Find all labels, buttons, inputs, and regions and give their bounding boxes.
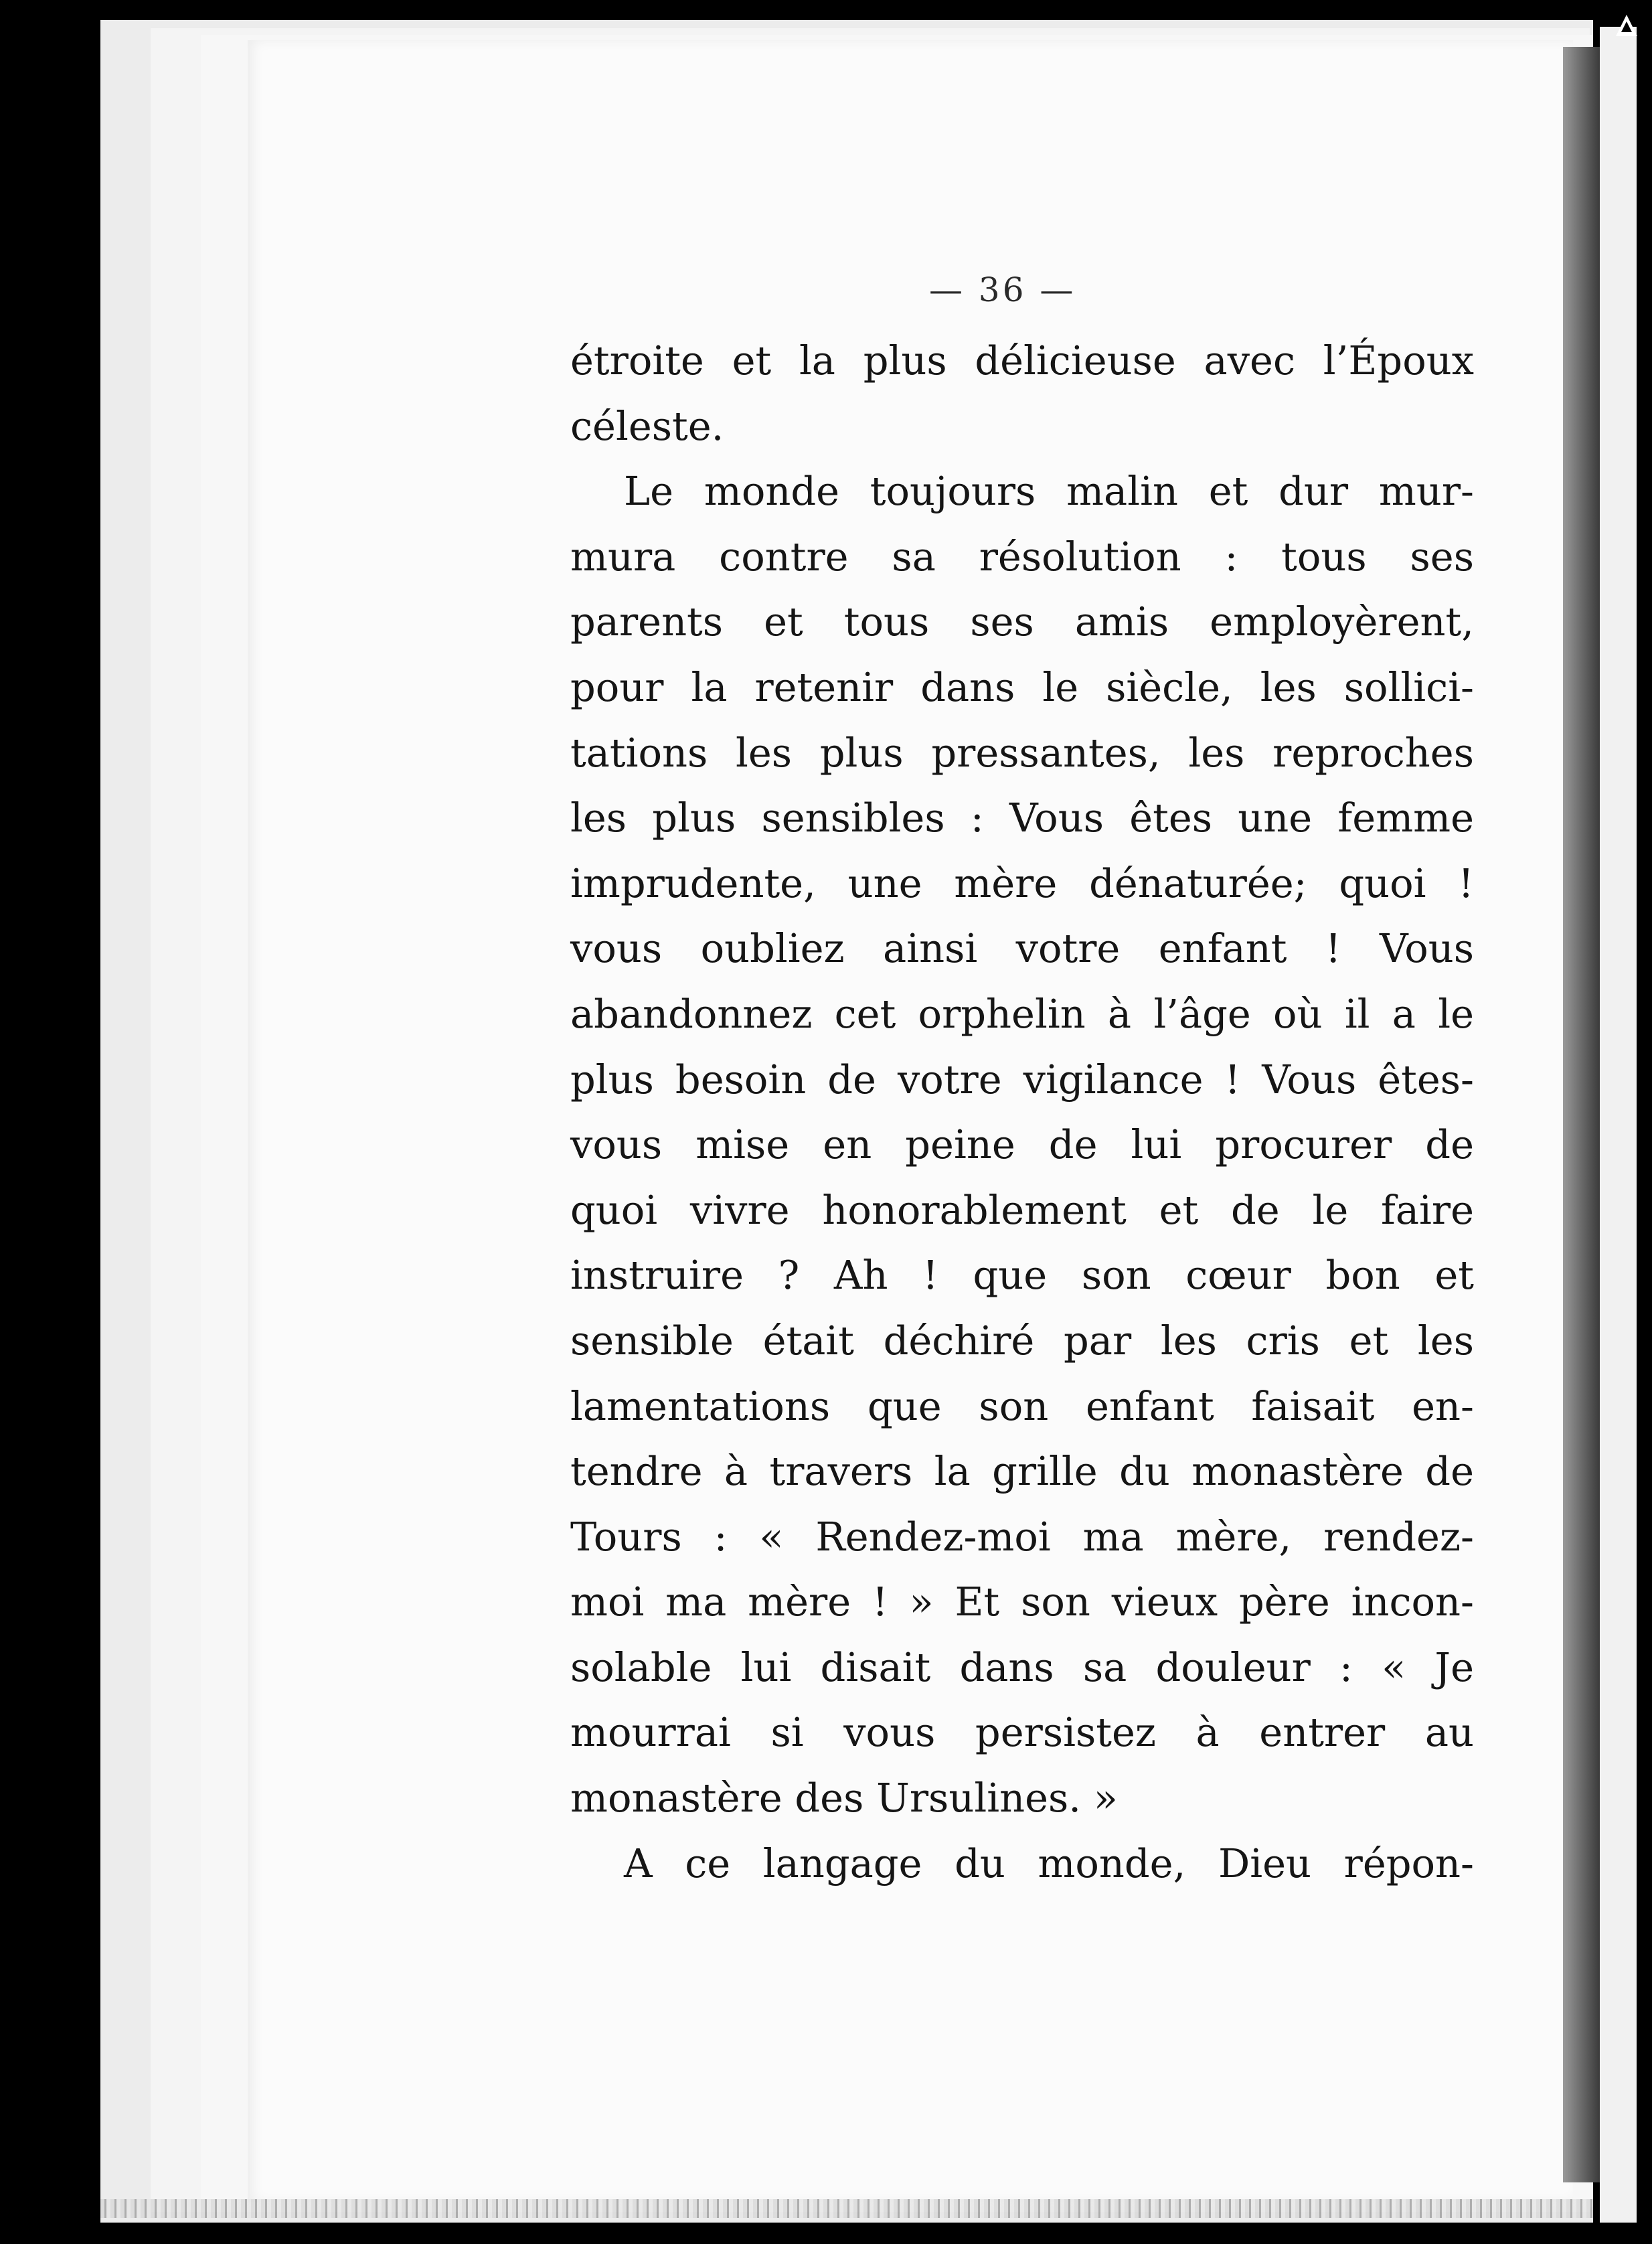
text-line: solable lui disait dans sa douleur : « Je xyxy=(570,1644,1474,1690)
page-number: — 36 — xyxy=(929,270,1076,309)
text-line: instruire ? Ah ! que son cœur bon et xyxy=(570,1252,1474,1299)
scan-edge-noise xyxy=(100,2199,1593,2218)
binding-shadow xyxy=(1563,47,1600,2182)
text-line: les plus sensibles : Vous êtes une femme xyxy=(570,795,1474,842)
scan-corner-mark-icon xyxy=(1613,12,1640,39)
text-line: Tours : « Rendez-moi ma mère, rendez- xyxy=(570,1513,1474,1560)
text-line: céleste. xyxy=(570,402,724,449)
text-line: abandonnez cet orphelin à l’âge où il a le xyxy=(570,990,1474,1037)
text-line: vous mise en peine de lui procurer de xyxy=(570,1121,1474,1168)
text-line: mourrai si vous persistez à entrer au xyxy=(570,1709,1474,1756)
text-line: moi ma mère ! » Et son vieux père incon- xyxy=(570,1579,1474,1625)
text-line: tendre à travers la grille du monastère de xyxy=(570,1448,1474,1495)
text-line: A ce langage du monde, Dieu répon- xyxy=(624,1840,1474,1887)
text-line: quoi vivre honorablement et de le faire xyxy=(570,1186,1474,1233)
text-line: étroite et la plus délicieuse avec l’Époux xyxy=(570,337,1474,384)
text-line: tations les plus pressantes, les reproches xyxy=(570,729,1474,776)
right-margin-strip xyxy=(1600,27,1637,2223)
text-line: monastère des Ursulines. » xyxy=(570,1775,1118,1822)
text-line: imprudente, une mère dénaturée; quoi ! xyxy=(570,860,1474,906)
text-line: Le monde toujours malin et dur mur- xyxy=(624,468,1474,515)
body-text xyxy=(570,328,1474,1896)
text-line: mura contre sa résolution : tous ses xyxy=(570,533,1474,580)
text-line: sensible était déchiré par les cris et les xyxy=(570,1317,1474,1364)
text-line: parents et tous ses amis employèrent, xyxy=(570,598,1474,645)
text-line: lamentations que son enfant faisait en- xyxy=(570,1382,1474,1429)
text-line: vous oubliez ainsi votre enfant ! Vous xyxy=(570,925,1474,972)
text-line: plus besoin de votre vigilance ! Vous êtes- xyxy=(570,1056,1474,1103)
text-line: pour la retenir dans le siècle, les sollici- xyxy=(570,663,1474,710)
